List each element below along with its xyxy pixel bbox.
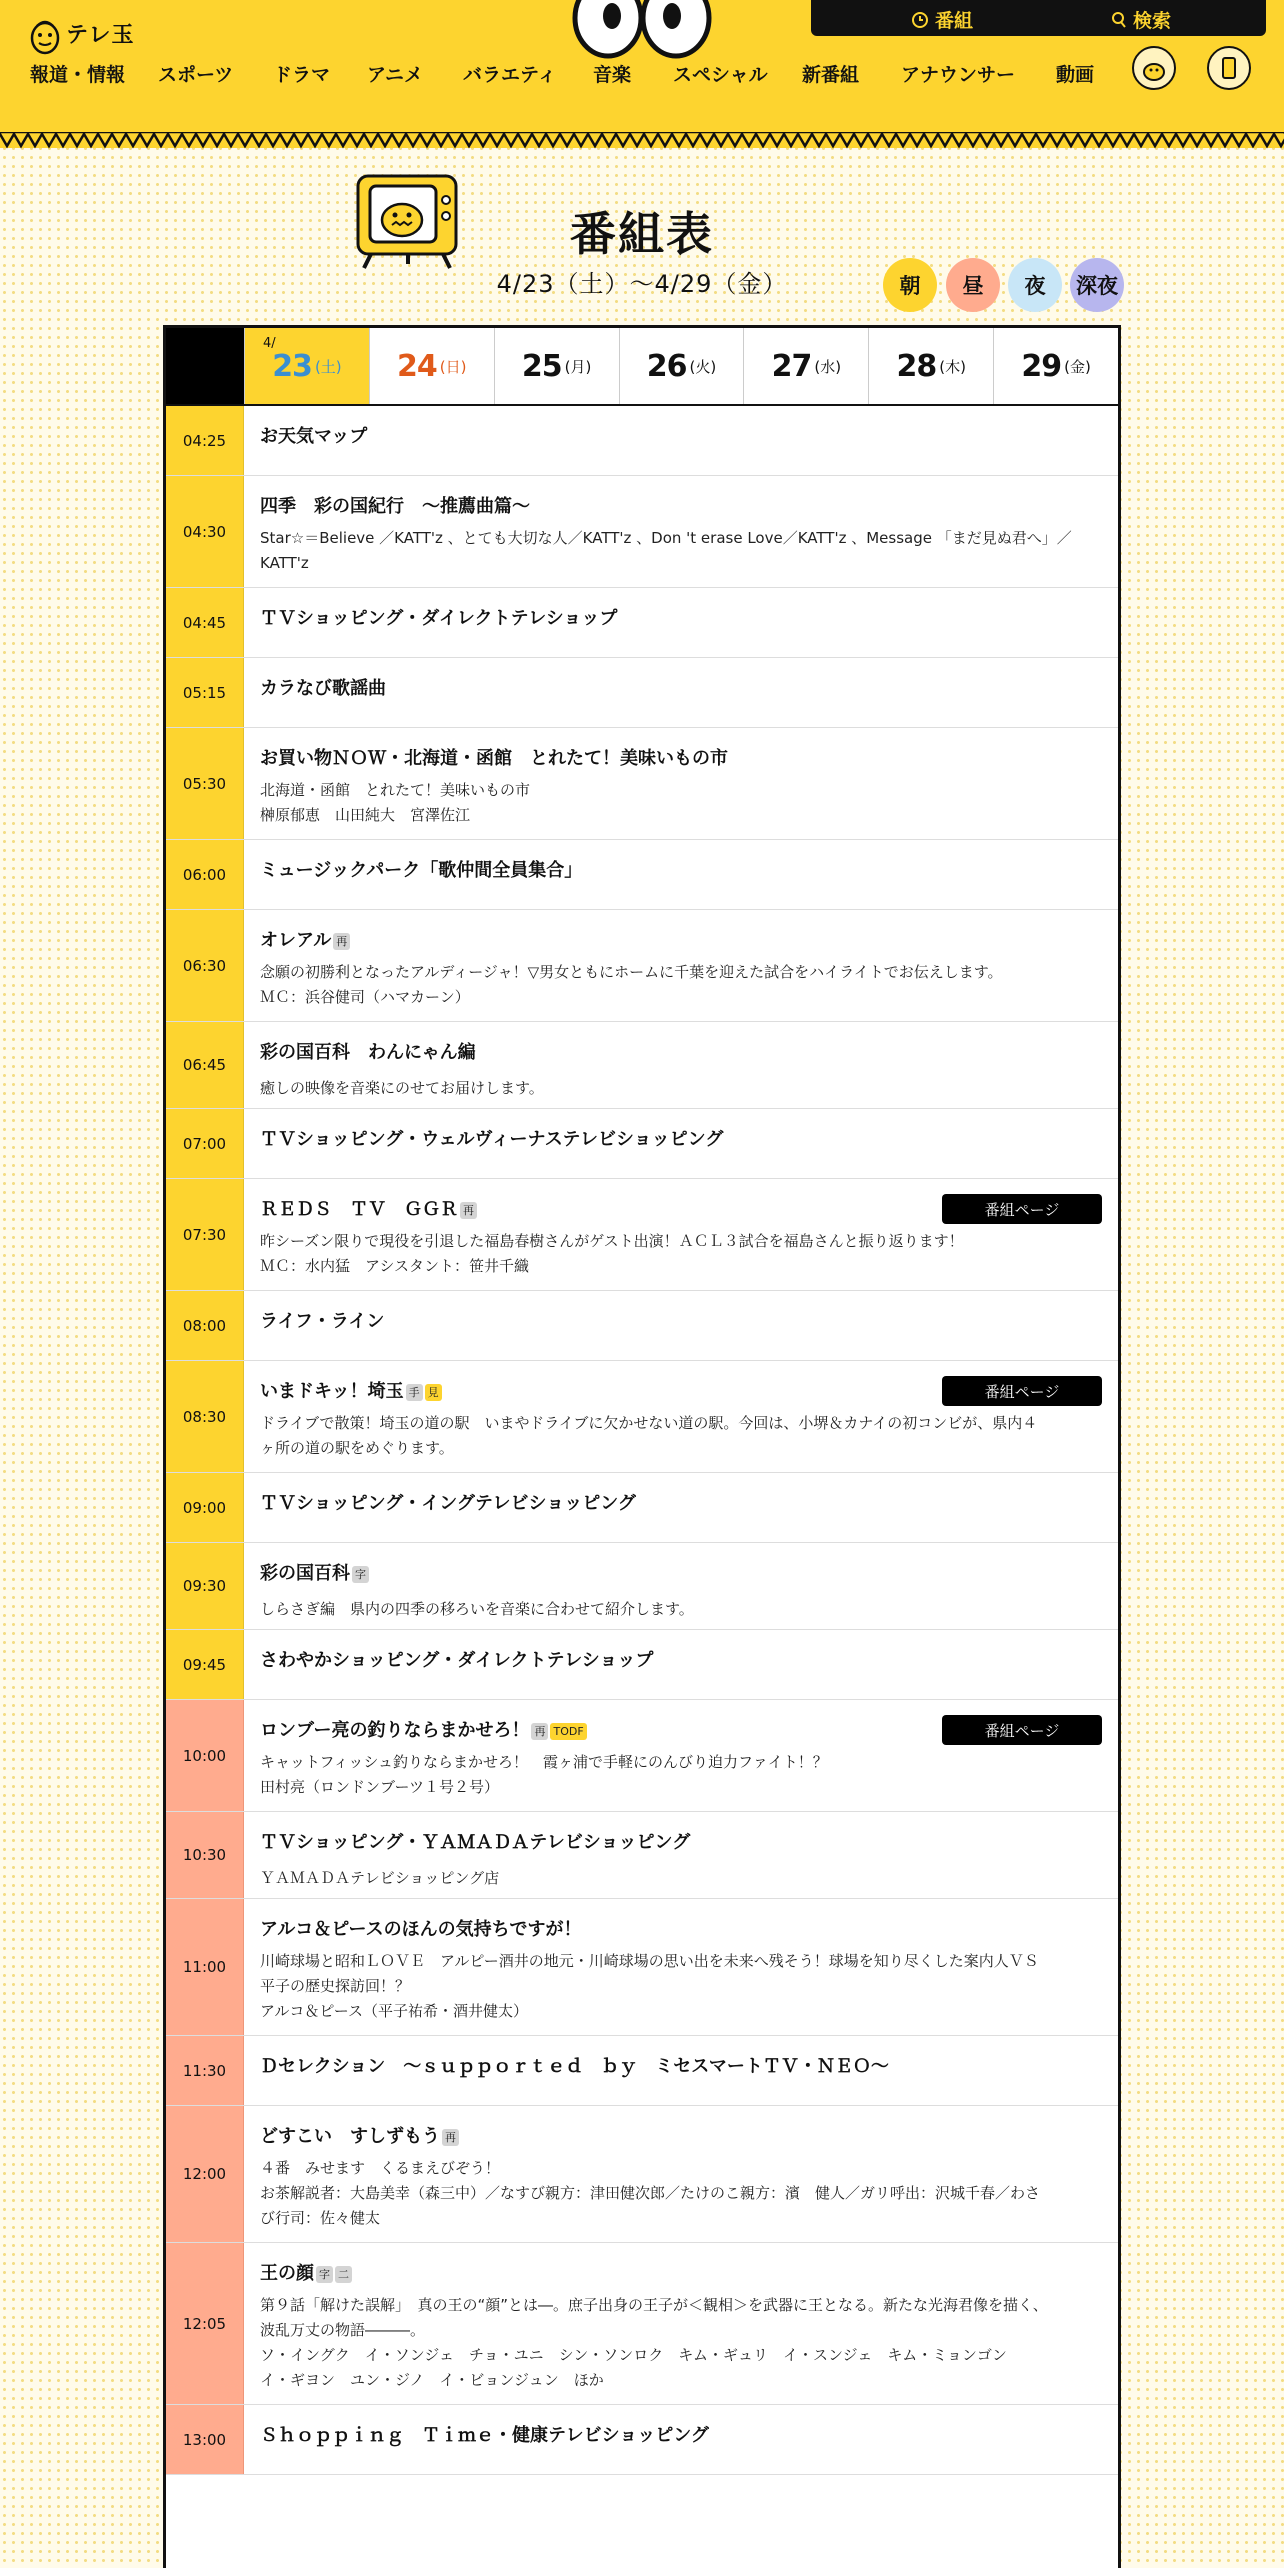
site-header [0,0,1284,148]
program-title: お天気マップ [260,426,368,447]
program-title: アルコ＆ピースのほんの気持ちですが！ [260,1919,582,1940]
search-icon [1111,11,1127,29]
program-description-line: 川崎球場と昭和ＬＯＶＥ アルピー酒井の地元・川崎球場の思い出を未来へ残そう！球場を知り尽くした案内人ＶＳ [260,1952,1039,1970]
nav-variety[interactable]: バラエティ [463,64,557,86]
day-tab-weekday: (木) [939,357,966,376]
program-title-line[interactable] [260,2421,709,2447]
program-body [260,658,1104,727]
program-page-button[interactable]: 番組ページ [942,1715,1102,1745]
program-title-line[interactable] [260,422,367,448]
program-title-line[interactable] [260,674,386,700]
day-tab[interactable] [993,328,1118,404]
program-tag-badge: 再 [333,933,350,950]
program-page-button[interactable]: 番組ページ [942,1376,1102,1406]
program-description-line: イ・ギヨン ユン・ジノ イ・ビョンジュン ほか [260,2371,604,2389]
nav-music[interactable]: 音楽 [593,64,632,86]
top-utility-bar [811,0,1266,36]
program-title: さわやかショッピング・ダイレクトテレショップ [260,1650,654,1671]
clock-icon [911,11,929,29]
time-late-night-button[interactable] [1070,258,1124,312]
program-time: 10:30 [166,1812,244,1898]
day-tab-date: 29 [1021,348,1062,384]
program-time: 09:30 [166,1543,244,1629]
program-tag-badge: 二 [335,2266,352,2283]
program-row [166,1179,1118,1291]
program-description-line: 波乱万丈の物語―――。 [260,2321,426,2339]
day-tab-date: 24 [397,348,437,384]
program-time: 09:00 [166,1473,244,1542]
program-row [166,2036,1118,2106]
tabs-corner [166,328,244,404]
program-time: 05:30 [166,728,244,839]
program-body [260,1022,1104,1108]
day-tab-date: 23 [272,348,312,384]
program-title-line[interactable] [260,1646,653,1672]
program-row [166,1022,1118,1109]
program-body [260,1899,1104,2035]
program-title: 四季 彩の国紀行 ～推薦曲篇～ [260,496,530,517]
program-row [166,1700,1118,1812]
day-tab[interactable] [244,328,369,404]
program-title: ＲＥＤＳ ＴＶ ＧＧＲ [260,1199,458,1220]
program-body [260,1543,1104,1629]
program-row [166,588,1118,658]
program-row [166,2405,1118,2475]
program-row [166,2243,1118,2405]
program-body [260,1361,1104,1472]
day-tab-weekday: (水) [814,357,842,376]
program-row [166,658,1118,728]
program-title: ＴＶショッピング・ダイレクトテレショップ [260,608,618,629]
program-row [166,840,1118,910]
program-description-line: ドライブで散策！埼玉の道の駅 いまやドライブに欠かせない道の駅。今回は、小堺＆カナイの初コンビが、県内４ [260,1414,1038,1432]
program-body [260,2405,1104,2474]
day-tab-date: 27 [771,348,812,384]
program-title-line[interactable] [260,2052,889,2078]
program-tag-badge: 字 [316,2266,333,2283]
program-title: ミュージックパーク「歌仲間全員集合」 [260,860,583,881]
day-tab[interactable] [868,328,993,404]
program-time: 04:45 [166,588,244,657]
program-title-line[interactable] [260,856,582,882]
program-body [260,1630,1104,1699]
nav-news[interactable]: 報道・情報 [30,64,126,86]
header-zigzag-edge [0,132,1284,150]
program-row [166,1361,1118,1473]
program-tag-badge: 見 [425,1384,442,1401]
program-title: ＴＶショッピング・ウェルヴィーナステレビショッピング [260,1129,724,1150]
program-time: 11:30 [166,2036,244,2105]
program-title-line[interactable] [260,1489,636,1515]
program-title: オレアル [260,930,332,951]
program-title-line[interactable] [260,1828,690,1854]
program-row [166,2106,1118,2243]
day-tab-weekday: (土) [314,357,342,376]
program-title-line[interactable] [260,492,530,518]
program-description-line: ソ・イングク イ・ソンジェ チョ・ユニ シン・ソンロク キム・ギュリ イ・スンジェ キム・ミョンゴン [260,2346,1007,2364]
nav-video[interactable]: 動画 [1056,64,1095,86]
program-description-line: Star☆＝Believe ／KATT'z 、とても大切な人／KATT'z 、Don 't erase Love／KATT'z 、Message 「まだ見ぬ君へ」／ [260,529,1072,547]
program-schedule [163,325,1121,2568]
program-description [260,960,1104,1010]
program-body [260,1109,1104,1178]
program-time: 11:00 [166,1899,244,2035]
program-tag-badge: 手 [406,1384,423,1401]
mobile-badge[interactable] [1207,46,1251,90]
day-tab-date: 25 [521,348,562,384]
program-description-line: ＭＣ：水内猛 アシスタント：笹井千織 [260,1257,529,1275]
program-title: いまドキッ！埼玉 [260,1381,404,1402]
program-time: 13:00 [166,2405,244,2474]
mascot-icon [28,16,62,56]
day-tab-date: 26 [646,348,687,384]
program-description [260,778,1104,828]
program-row [166,728,1118,840]
nav-drama[interactable]: ドラマ [273,64,331,86]
program-time: 07:00 [166,1109,244,1178]
program-body [260,1179,1104,1290]
program-title: ロンブー亮の釣りならまかせろ！ [260,1720,530,1741]
program-time: 06:00 [166,840,244,909]
program-body [260,840,1104,909]
program-description-line: 昨シーズン限りで現役を引退した福島春樹さんがゲスト出演！ＡＣＬ３試合を福島さんと振り返ります！ [260,1232,964,1250]
program-title: Ｓｈｏｐｐｉｎｇ Ｔｉｍｅ・健康テレビショッピング [260,2425,709,2446]
day-tabs [166,328,1118,406]
program-guide-link[interactable] [911,6,973,33]
program-description-line: 念願の初勝利となったアルディージャ！▽男女ともにホームに千葉を迎えた試合をハイライトでお伝えします。 [260,963,1003,981]
mobile-icon [1209,48,1249,88]
day-tab-date: 28 [896,348,937,384]
program-tag-badge: TODF [550,1723,586,1740]
program-body [260,476,1104,587]
time-noon-button[interactable] [946,258,1000,312]
program-title-line[interactable] [260,744,728,770]
program-description [260,1750,1104,1800]
program-guide-label: 番組 [935,10,974,32]
program-body [260,1473,1104,1542]
search-label: 検索 [1133,10,1172,32]
program-time: 12:05 [166,2243,244,2404]
program-title-line[interactable] [260,1559,369,1585]
program-row [166,406,1118,476]
program-time: 04:25 [166,406,244,475]
time-late-night-label: 深夜 [1076,274,1118,298]
program-description [260,1411,1104,1461]
program-time: 05:15 [166,658,244,727]
program-title: カラなび歌謡曲 [260,678,386,699]
day-tab-weekday: (火) [689,357,717,376]
program-title-line[interactable] [260,926,350,952]
time-morning-label: 朝 [899,274,921,298]
nav-special[interactable]: スペシャル [673,64,768,86]
program-description [260,2293,1104,2393]
search-link[interactable] [1111,6,1171,33]
program-body [260,1700,1104,1811]
program-time: 07:30 [166,1179,244,1290]
program-row [166,1109,1118,1179]
program-tag-badge: 再 [442,2129,459,2146]
program-title: お買い物ＮＯＷ・北海道・函館 とれたて！美味いもの市 [260,748,728,769]
program-description [260,1866,1104,1891]
day-tab-month: 4/ [263,336,276,351]
program-body [260,728,1104,839]
program-body [260,2036,1104,2105]
nav-new-programs[interactable]: 新番組 [802,64,860,86]
nav-anime[interactable]: アニメ [367,64,424,86]
program-row [166,1812,1118,1899]
program-description-line: び行司：佐々健太 [260,2209,381,2227]
program-title: どすこい すしずもう [260,2126,440,2147]
program-tag-badge: 再 [531,1723,548,1740]
program-page-button[interactable]: 番組ページ [942,1194,1102,1224]
program-row [166,910,1118,1022]
program-body [260,406,1104,475]
program-description-line: 癒しの映像を音楽にのせてお届けします。 [260,1079,544,1097]
program-title-line[interactable] [260,1716,587,1742]
page-title: 番組表 [570,207,714,261]
tv-mascot-icon [1134,48,1174,88]
program-title-line[interactable] [260,1195,477,1221]
program-description [260,1076,1104,1101]
logo-text: テレ玉 [66,23,135,48]
program-time: 06:30 [166,910,244,1021]
program-title-line[interactable] [260,1377,442,1403]
program-description-line: ＹＡＭＡＤＡテレビショッピング店 [260,1869,500,1887]
program-title: Ｄセレクション ～ｓｕｐｐｏｒｔｅｄ ｂｙ ミセスマートＴＶ・ＮＥＯ～ [260,2056,889,2077]
program-description-line: ＭＣ：浜谷健司（ハマカーン） [260,988,470,1006]
day-tab[interactable] [743,328,868,404]
time-morning-button[interactable] [883,258,937,312]
program-description-line: キャットフィッシュ釣りならまかせろ！ 霞ヶ浦で手軽にのんびり迫力ファイト！？ [260,1753,828,1771]
nav-sports[interactable]: スポーツ [158,64,234,86]
time-night-button[interactable] [1008,258,1062,312]
program-row [166,1899,1118,2036]
program-description [260,526,1104,576]
program-title: 王の顔 [260,2263,314,2284]
program-title-line[interactable] [260,1125,723,1151]
program-description-line: ４番 みせます くるまえびぞう！ [260,2159,501,2177]
program-title: ＴＶショッピング・ＹＡＭＡＤＡテレビショッピング [260,1832,691,1853]
program-description [260,1229,1104,1279]
program-title-line[interactable] [260,604,617,630]
program-description-line: 第９話「解けた誤解」 真の王の“顔”とは―。庶子出身の王子が＜観相＞を武器に王となる。新たな光海君像を描く、 [260,2296,1048,2314]
program-title-line[interactable] [260,2122,459,2148]
program-title: ライフ・ライン [260,1311,385,1332]
time-night-label: 夜 [1024,274,1046,298]
program-description [260,1597,1104,1622]
program-description-line: アルコ＆ピース（平子祐希・酒井健太） [260,2002,529,2020]
program-body [260,2243,1104,2404]
day-tab[interactable] [369,328,494,404]
program-description-line: 北海道・函館 とれたて！美味いもの市 [260,781,531,799]
program-title-line[interactable] [260,1915,581,1941]
program-body [260,1812,1104,1898]
program-description-line: 田村亮（ロンドンブーツ１号２号） [260,1778,499,1796]
program-row [166,1543,1118,1630]
program-description-line: お茶解説者：大島美幸（森三中）／なすび親方：津田健次郎／たけのこ親方：濱 健人／ガリ呼出：沢城千春／わさ [260,2184,1041,2202]
program-body [260,1291,1104,1360]
program-time: 06:45 [166,1022,244,1108]
program-time: 09:45 [166,1630,244,1699]
day-tab-weekday: (日) [439,357,467,376]
program-title-line[interactable] [260,1307,384,1333]
program-time: 08:00 [166,1291,244,1360]
program-title: 彩の国百科 [260,1563,350,1584]
program-title-line[interactable] [260,1038,476,1064]
date-range: 4/23（土）〜4/29（金） [496,270,788,298]
teletama-badge[interactable] [1132,46,1176,90]
day-tab[interactable] [619,328,744,404]
eyes-icon [568,0,716,60]
program-description-line: 平子の歴史探訪回！？ [260,1977,411,1995]
program-title: 彩の国百科 わんにゃん編 [260,1042,476,1063]
time-noon-label: 昼 [962,274,984,298]
program-title-line[interactable] [260,2259,352,2285]
program-description-line: KATT'z [260,554,309,572]
program-row [166,1630,1118,1700]
program-body [260,2106,1104,2242]
program-tag-badge: 再 [460,1202,477,1219]
program-title: ＴＶショッピング・イングテレビショッピング [260,1493,636,1514]
program-description [260,1949,1104,2024]
program-row [166,1291,1118,1361]
program-description [260,2156,1104,2231]
program-time: 08:30 [166,1361,244,1472]
program-time: 04:30 [166,476,244,587]
day-tab-weekday: (金) [1064,357,1091,376]
program-time: 12:00 [166,2106,244,2242]
day-tab-weekday: (月) [564,357,592,376]
nav-announcer[interactable]: アナウンサー [901,64,1016,86]
program-row [166,1473,1118,1543]
program-description-line: ヶ所の道の駅をめぐります。 [260,1439,454,1457]
program-description-line: 榊原郁恵 山田純大 宮澤佐江 [260,806,471,824]
program-row [166,476,1118,588]
program-body [260,910,1104,1021]
program-tag-badge: 字 [352,1566,369,1583]
program-time: 10:00 [166,1700,244,1811]
program-description-line: しらさぎ編 県内の四季の移ろいを音楽に合わせて紹介します。 [260,1600,694,1618]
program-body [260,588,1104,657]
day-tab[interactable] [494,328,619,404]
